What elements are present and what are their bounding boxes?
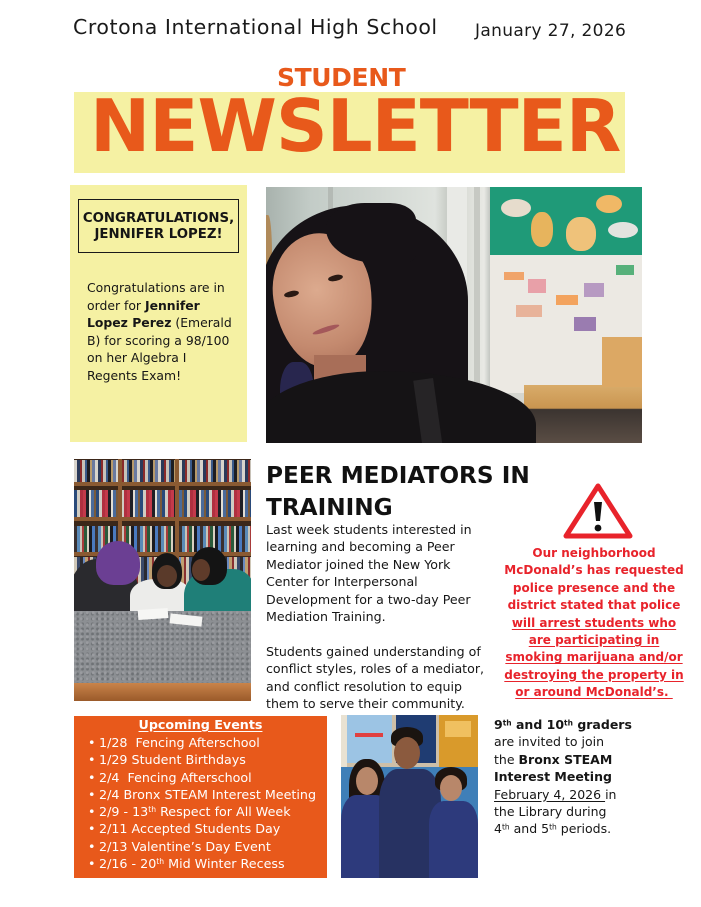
body-line: learning and becoming a Peer — [266, 539, 455, 555]
congrats-body-line — [87, 367, 232, 385]
text: on her Algebra I — [87, 350, 187, 365]
body-line: Mediation Training. — [266, 608, 386, 624]
periods-label: periods. — [556, 821, 612, 837]
mcdonalds-alert — [494, 545, 694, 702]
body-line: Last week students interested in — [266, 522, 472, 537]
congrats-heading-line: CONGRATULATIONS, — [82, 210, 235, 226]
bullet-icon: • — [88, 804, 96, 820]
board-cutout — [566, 217, 596, 251]
text: Regents Exam! — [87, 367, 182, 383]
body-line: and conflict resolution to equip — [266, 678, 462, 694]
underlined-text: or around McDonald’s. — [515, 685, 673, 700]
bookshelf-row — [74, 460, 251, 482]
bulletin-board-green — [490, 187, 642, 255]
board-cutout — [531, 212, 553, 247]
board-paper — [556, 295, 578, 305]
student-scrubs — [429, 801, 478, 878]
alert-line-emphasis — [494, 667, 694, 684]
peer-mediators-body — [266, 521, 484, 712]
bullet-icon: • — [88, 821, 96, 837]
grades-text — [494, 717, 632, 732]
table-edge — [74, 683, 251, 701]
bullet-icon: • — [88, 786, 96, 802]
congrats-body-line — [87, 332, 232, 350]
wall-poster-text — [445, 721, 471, 737]
steam-line — [494, 768, 632, 785]
shelf-board — [74, 482, 251, 486]
bullet-icon: • — [88, 769, 96, 785]
body-line: them to serve their community. — [266, 695, 465, 711]
title-line: TRAINING — [266, 494, 393, 522]
steam-invite — [494, 716, 632, 838]
newsletter-date: January 27, 2026 — [475, 21, 627, 41]
event-text: 2/16 - 20 — [99, 856, 157, 872]
grade-number: and 10 — [511, 717, 565, 732]
steam-grades-line — [494, 716, 632, 733]
student-face — [356, 767, 378, 795]
body-line: Development for a two-day Peer — [266, 591, 471, 607]
student-portrait-photo — [266, 187, 642, 443]
peer-mediators-title — [266, 460, 530, 525]
grades-label: graders — [572, 717, 632, 732]
congrats-body-line — [87, 297, 232, 315]
period-number: and 5 — [509, 821, 550, 837]
alert-line: Our neighborhood — [532, 546, 656, 560]
library-table — [74, 611, 251, 685]
alert-line: police presence and the — [512, 580, 676, 595]
congrats-body-line — [87, 279, 232, 297]
student-first-name: Jennifer — [144, 297, 200, 313]
board-paper — [528, 279, 546, 293]
congrats-body-line — [87, 349, 232, 367]
board-cutout — [501, 199, 531, 217]
text: in — [605, 786, 617, 802]
event-text: 2/13 Valentine’s Day Event — [99, 838, 271, 854]
event-name: Bronx STEAM — [518, 751, 613, 767]
newsletter-kicker: STUDENT — [277, 63, 406, 92]
bronx-steam-students-photo — [341, 715, 478, 878]
bullet-icon: • — [88, 838, 96, 854]
text: (Emerald — [171, 315, 232, 330]
congrats-heading-line: JENNIFER LOPEZ! — [94, 227, 223, 243]
alert-line: McDonald’s has requested — [504, 563, 684, 578]
body-line: conflict styles, roles of a mediator, — [266, 661, 485, 677]
alert-line-emphasis — [494, 615, 694, 632]
event-date: February 4, 2026 — [494, 786, 606, 802]
event-item — [74, 751, 327, 768]
steam-line — [494, 751, 632, 768]
event-item — [74, 803, 327, 820]
body-line: Students gained understanding of — [266, 643, 481, 659]
events-list — [74, 734, 327, 872]
student-face — [157, 565, 177, 587]
ordinal-sup: th — [564, 718, 573, 728]
body-line — [266, 625, 484, 642]
steam-line: the Library during — [494, 803, 607, 819]
text: the — [494, 751, 519, 767]
newsletter-title: NEWSLETTER — [90, 84, 621, 168]
board-paper — [504, 272, 524, 280]
alert-line-emphasis — [494, 649, 694, 666]
wall-poster — [347, 715, 392, 763]
underlined-text: will arrest students who — [511, 615, 677, 630]
event-item — [74, 820, 327, 837]
event-text: 2/9 - 13 — [99, 804, 149, 820]
student-hijab-purple — [96, 541, 140, 585]
congrats-box — [70, 185, 247, 442]
text: B) for scoring a 98/100 — [87, 332, 230, 348]
congrats-heading-box — [78, 199, 239, 253]
event-text: 2/4 Bronx STEAM Interest Meeting — [99, 786, 316, 802]
bookshelf-row — [74, 490, 251, 517]
event-item — [74, 855, 327, 872]
student-face — [192, 559, 210, 581]
board-paper — [616, 265, 634, 275]
event-text: 1/29 Student Birthdays — [99, 752, 246, 768]
student-last-name: Lopez Perez — [87, 315, 172, 330]
warning-triangle-icon — [562, 481, 634, 541]
ordinal-sup: th — [502, 718, 512, 728]
grade-number: 9 — [494, 717, 503, 732]
peer-mediators-library-photo — [74, 459, 251, 701]
text: Congratulations are in — [87, 280, 225, 295]
event-item — [74, 838, 327, 855]
bullet-icon: • — [88, 752, 96, 768]
title-line: PEER MEDIATORS IN — [266, 461, 530, 489]
student-face — [440, 775, 462, 801]
bullet-icon: • — [88, 735, 96, 750]
shelf-board — [74, 517, 251, 521]
alert-line-emphasis — [494, 684, 694, 701]
board-paper — [584, 283, 604, 297]
underlined-text: smoking marijuana and/or — [505, 650, 683, 665]
classroom-desk — [602, 337, 642, 387]
events-title: Upcoming Events — [138, 717, 263, 732]
student-face — [394, 737, 420, 769]
board-cutout — [596, 195, 622, 213]
steam-line: are invited to join — [494, 734, 604, 750]
board-cutout — [608, 222, 638, 238]
event-text: Mid Winter Recess — [164, 856, 285, 872]
event-sup: th — [148, 805, 157, 815]
steam-periods-line — [494, 820, 632, 837]
upcoming-events-box — [74, 716, 327, 878]
event-text: 1/28 Fencing Afterschool — [99, 735, 260, 750]
bullet-icon: • — [88, 856, 96, 872]
school-name: Crotona International High School — [73, 15, 438, 39]
congrats-body-line — [87, 314, 232, 332]
text: order for — [87, 297, 145, 313]
paper-sheet — [138, 608, 169, 620]
classroom-desk — [524, 385, 642, 443]
board-paper — [516, 305, 542, 317]
alert-line-emphasis — [494, 632, 694, 649]
event-name: Interest Meeting — [494, 769, 612, 785]
event-item — [74, 734, 327, 751]
alert-line: district stated that police — [507, 598, 681, 613]
event-text: Respect for All Week — [156, 804, 291, 820]
board-paper — [574, 317, 596, 331]
body-line: Mediator joined the New York — [266, 556, 451, 572]
event-item — [74, 786, 327, 803]
event-item — [74, 769, 327, 786]
congrats-heading — [79, 211, 238, 244]
wall-poster-text — [355, 733, 383, 737]
body-line: Center for Interpersonal — [266, 574, 418, 590]
event-sup: th — [156, 857, 165, 867]
underlined-text: are participating in — [528, 632, 660, 647]
underlined-text: destroying the property in — [504, 667, 684, 682]
event-text: 2/11 Accepted Students Day — [99, 821, 281, 837]
ordinal-sup: th — [501, 822, 510, 832]
ordinal-sup: th — [549, 822, 557, 832]
event-text: 2/4 Fencing Afterschool — [99, 769, 252, 785]
steam-date-line — [494, 786, 632, 803]
period-number: 4 — [494, 821, 502, 837]
congrats-body — [87, 279, 232, 384]
